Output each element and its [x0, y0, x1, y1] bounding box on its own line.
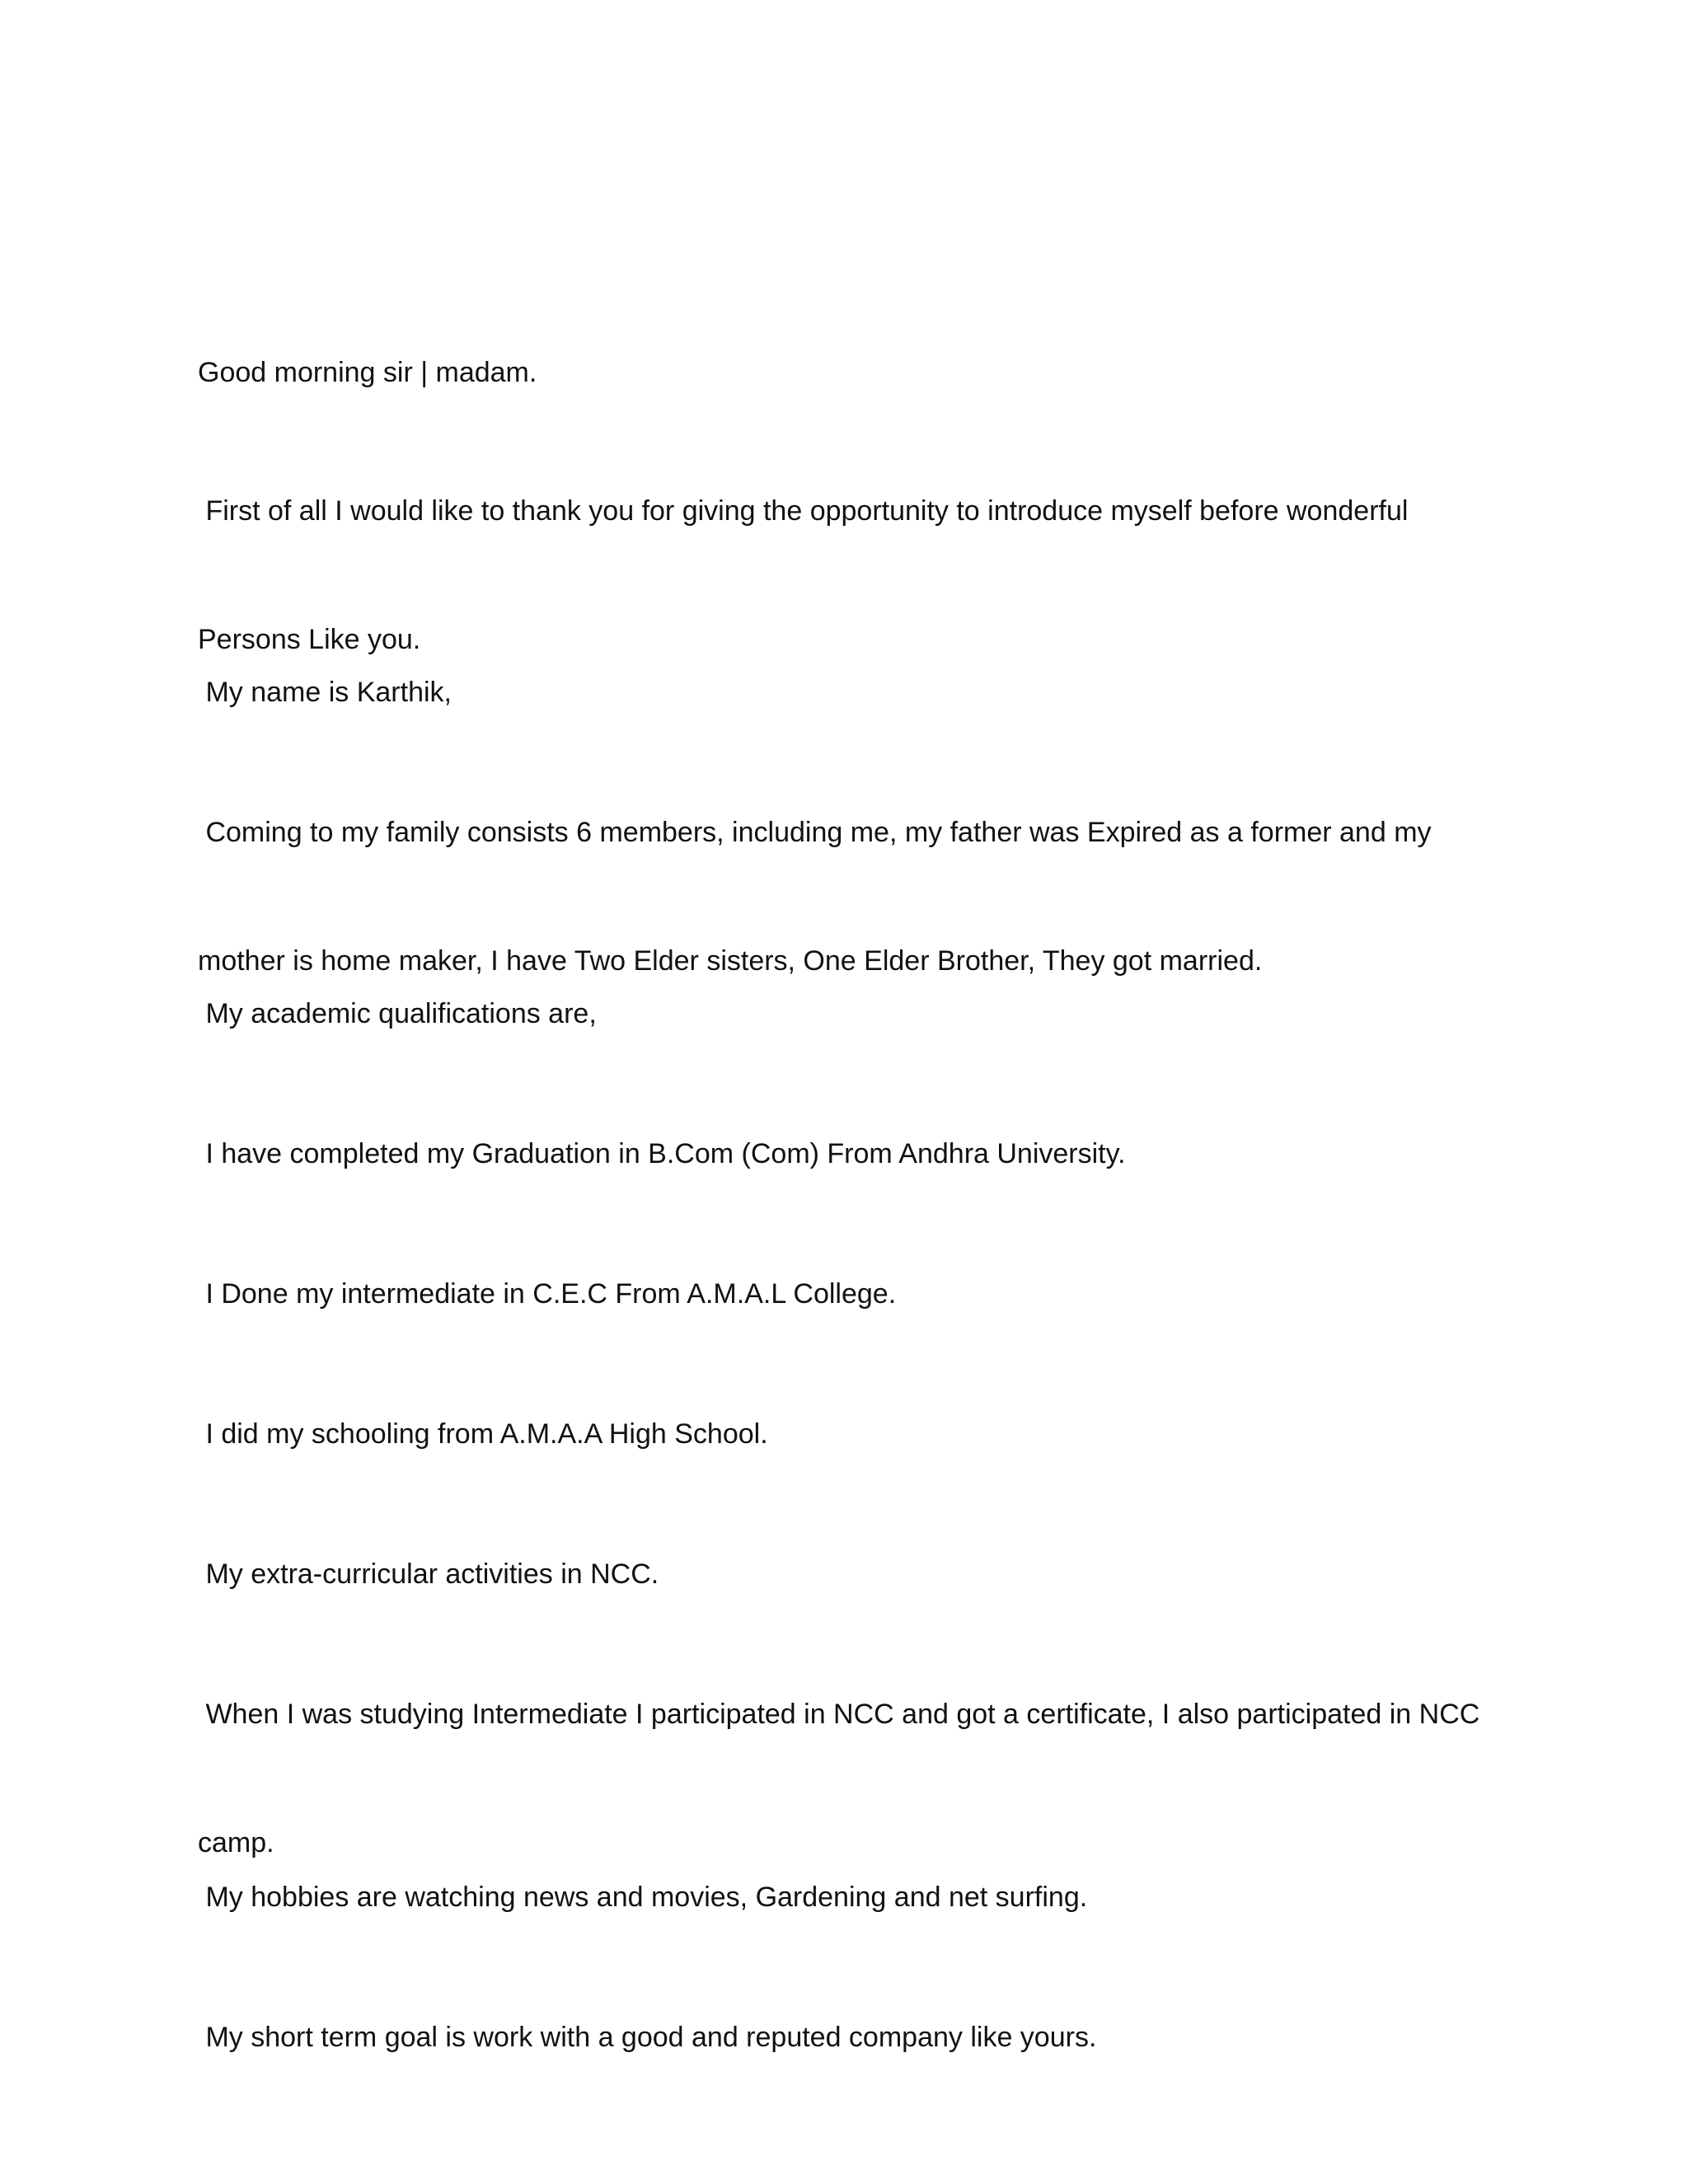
text-line: I Done my intermediate in C.E.C From A.M.A.L College.	[198, 1278, 897, 1310]
text-line: First of all I would like to thank you for giving the opportunity to introduce myself before wonderful	[198, 495, 1409, 527]
text-line: camp.	[198, 1827, 274, 1858]
text-line: My hobbies are watching news and movies, Gardening and net surfing.	[198, 1882, 1088, 1913]
text-line: I did my schooling from A.M.A.A High School.	[198, 1418, 768, 1450]
text-line: When I was studying Intermediate I participated in NCC and got a certificate, I also participated in NCC	[198, 1699, 1480, 1730]
text-line: I have completed my Graduation in B.Com (Com) From Andhra University.	[198, 1138, 1126, 1169]
text-line: My extra-curricular activities in NCC.	[198, 1558, 659, 1590]
text-line: Persons Like you.	[198, 624, 421, 655]
text-line: My academic qualifications are,	[198, 998, 597, 1029]
goal-paragraph	[198, 1930, 1484, 2144]
text-line: My short term goal is work with a good and reputed company like yours.	[198, 2022, 1097, 2053]
text-line: mother is home maker, I have Two Elder sisters, One Elder Brother, They got married.	[198, 945, 1263, 977]
text-line: Good morning sir | madam.	[198, 357, 537, 388]
text-line: Coming to my family consists 6 members, including me, my father was Expired as a former and my	[198, 817, 1432, 848]
text-line: My name is Karthik,	[198, 677, 452, 708]
